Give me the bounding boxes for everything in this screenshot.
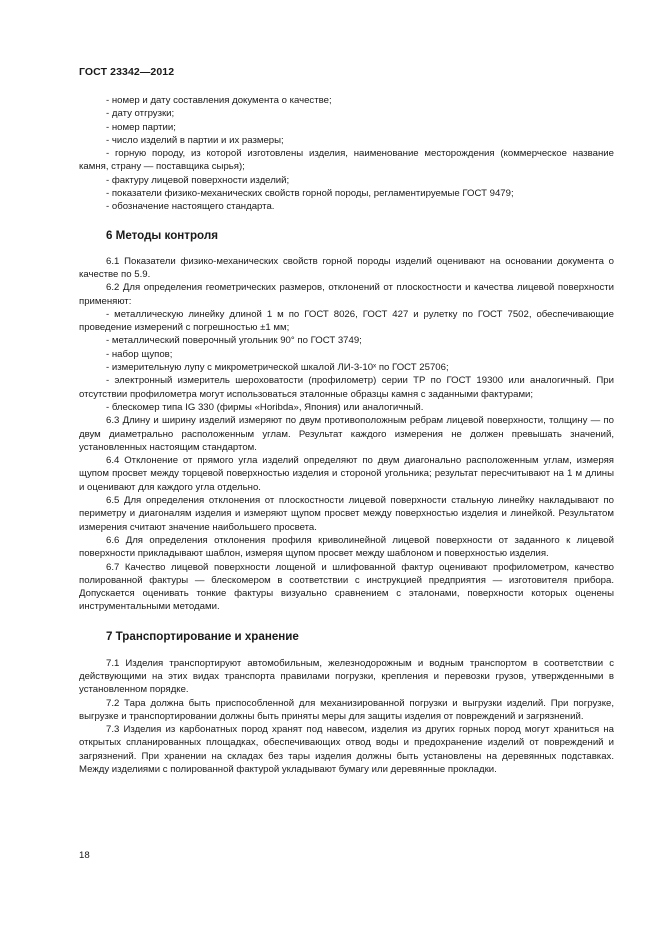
list-item: - дату отгрузки; <box>106 108 175 120</box>
paragraph-7-3: 7.3 Изделия из карбонатных пород хранят под навесом, изделия из других горных пород могут храниться на открытых спланированных площадках, обеспечивающих отвод воды и предохранение изделий от повреждений и загрязнений. При хранении на складах без тары изделия должны быть установлены на деревянных подставках. Между изделиями с полированной фактурой укладывают бумагу или деревянные прокладки. <box>79 724 614 776</box>
list-item: - число изделий в партии и их размеры; <box>106 134 284 146</box>
page-number: 18 <box>79 850 90 861</box>
list-item: - набор щупов; <box>106 348 173 360</box>
paragraph-6-1: 6.1 Показатели физико-механических свойств горной породы изделий оценивают на основании документа о качестве по 5.9. <box>79 255 614 280</box>
section-7-title: 7 Транспортирование и хранение <box>106 629 299 643</box>
list-item: - номер и дату составления документа о качестве; <box>106 95 332 106</box>
list-item: - горную породу, из которой изготовлены изделия, наименование месторождения (коммерческое название камня, страну — поставщика сырья); <box>79 148 614 173</box>
paragraph-7-1: 7.1 Изделия транспортируют автомобильным, железнодорожным и водным транспортом в соответствии с действующими на этих видах транспорта правилами погрузки, крепления и перевозки грузов, утвержденными в установленном порядке. <box>79 657 614 696</box>
document-header: ГОСТ 23342—2012 <box>79 66 175 78</box>
list-item: - блескомер типа IG 330 (фирмы «Horibda», Япония) или аналогичный. <box>106 401 424 413</box>
list-item: - фактуру лицевой поверхности изделий; <box>106 174 290 186</box>
list-item: - обозначение настоящего стандарта. <box>106 201 275 213</box>
list-item: - номер партии; <box>106 121 176 133</box>
list-item: - металлический поверочный угольник 90° по ГОСТ 3749; <box>106 335 362 347</box>
list-item: - металлическую линейку длиной 1 м по ГОСТ 8026, ГОСТ 427 и рулетку по ГОСТ 7502, обеспечивающие проведение измерений с погрешностью ±1 мм; <box>79 308 614 334</box>
paragraph-6-4: 6.4 Отклонение от прямого угла изделий определяют по двум диагонально расположенным углам, измеряя щупом просвет между торцевой поверхностью изделия и стороной угольника; результат пересчитывают на 1 м длины и оценивают для каждого угла отдельно. <box>79 455 614 493</box>
page-content <box>79 94 614 776</box>
paragraph-6-5: 6.5 Для определения отклонения от плоскостности лицевой поверхности стальную линейку накладывают по периметру и диагоналям изделия и измеряют щупом просвет между поверхностью изделия и линейкой. Результатом измерения считают значение наибольшего просвета. <box>79 495 614 533</box>
paragraph-6-6: 6.6 Для определения отклонения профиля криволинейной лицевой поверхности от заданного к лицевой поверхности прикладывают шаблон, измеряя щупом просвет между шаблоном и поверхностью изделия. <box>79 534 614 560</box>
list-item: - измерительную лупу с микрометрической шкалой ЛИ-3-10ˣ по ГОСТ 25706; <box>106 362 449 374</box>
paragraph-7-2: 7.2 Тара должна быть приспособленной для механизированной погрузки и выгрузки изделий. При погрузке, выгрузке и транспортировании должны быть приняты меры для защиты изделия от повреждений и загрязнений. <box>79 697 614 722</box>
paragraph-6-2: 6.2 Для определения геометрических размеров, отклонений от плоскостности и качества лицевой поверхности применяют: <box>79 282 614 307</box>
section-6-title: 6 Методы контроля <box>106 228 218 242</box>
list-item: - электронный измеритель шероховатости (профилометр) серии ТР по ГОСТ 19300 или аналогичный. При отсутствии профилометра могут использоваться эталонные образцы камня с заданными фактурами; <box>79 375 614 400</box>
paragraph-6-3: 6.3 Длину и ширину изделий измеряют по двум противоположным ребрам лицевой поверхности, толщину — по двум диаметрально расположенным углам. Результат каждого измерения не должен превышать значений, установленных настоящим стандартом. <box>79 415 614 453</box>
paragraph-6-7: 6.7 Качество лицевой поверхности лощеной и шлифованной фактур оценивают профилометром, качество полированной фактуры — блескомером в соответствии с инструкцией предприятия — изготовителя прибора. Допускается оценивать тонкие фактуры визуально сравнением с эталонами, поверхности которых оценены инструментальными методами. <box>79 561 614 613</box>
list-item: - показатели физико-механических свойств горной породы, регламентируемые ГОСТ 9479; <box>106 188 514 200</box>
